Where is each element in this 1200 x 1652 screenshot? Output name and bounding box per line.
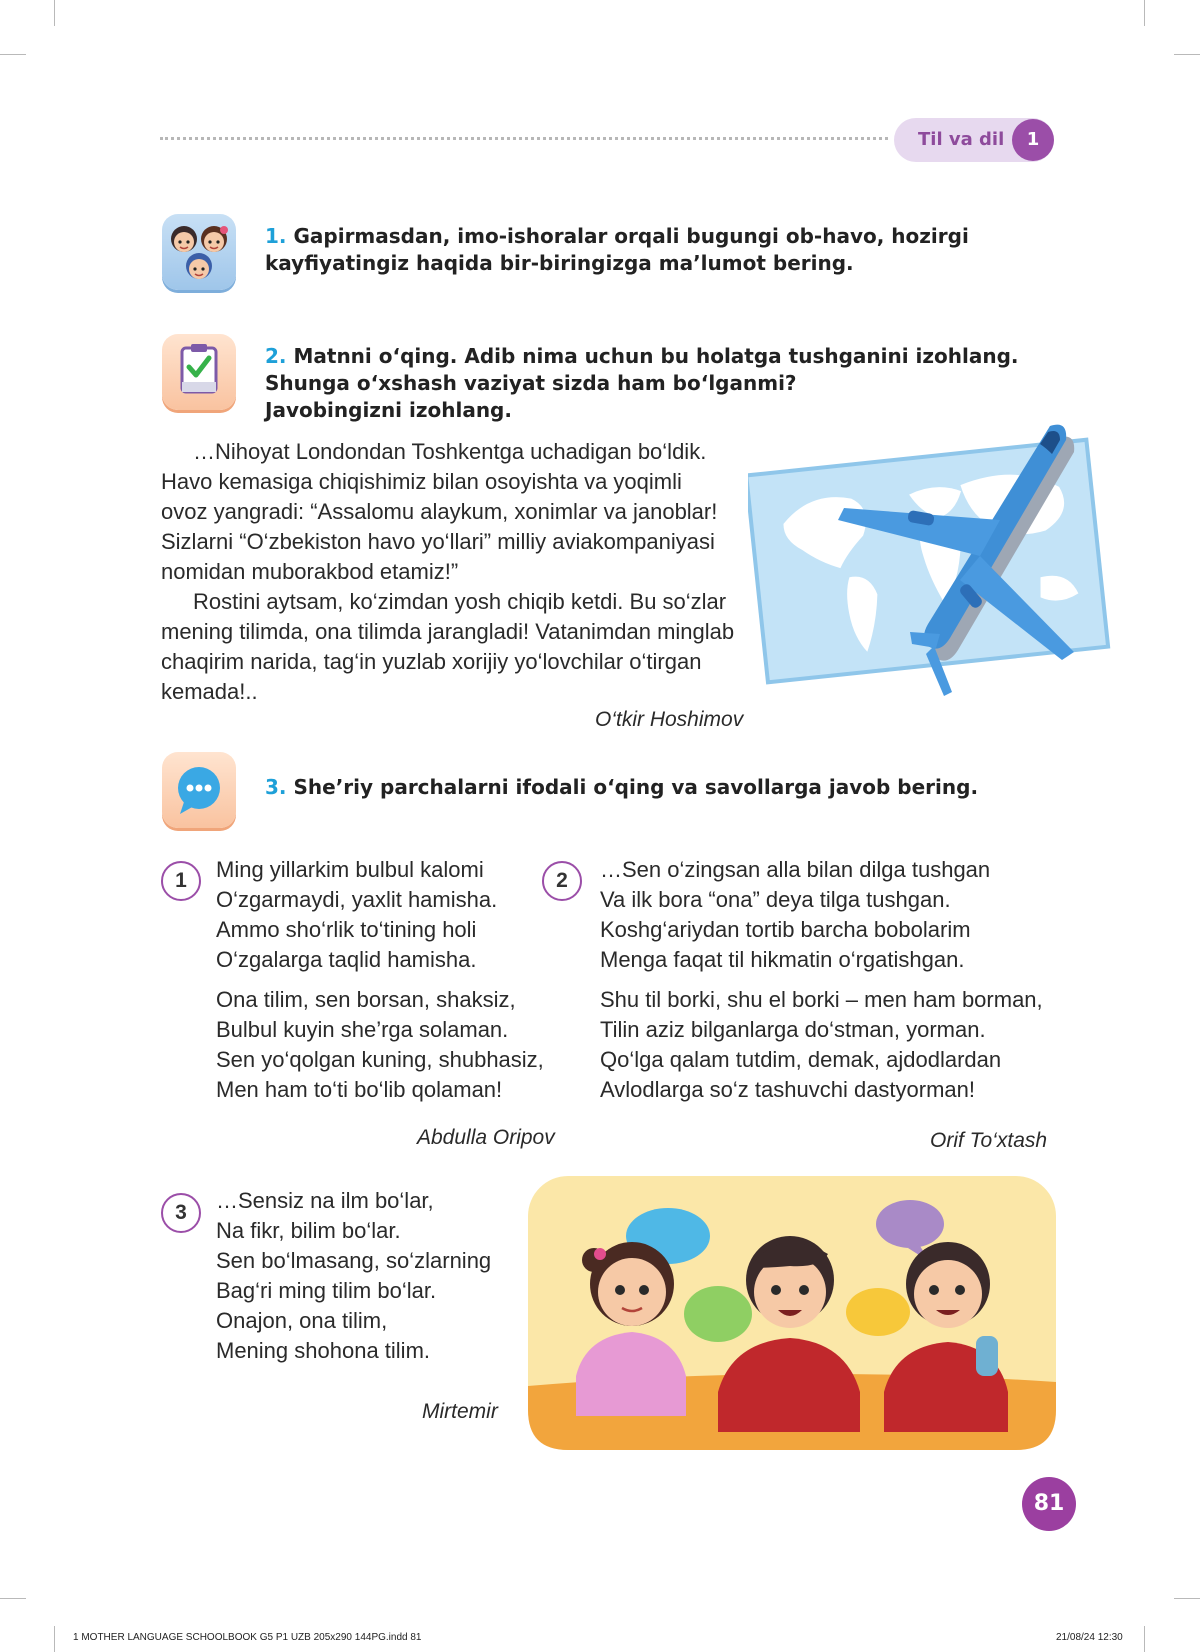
crop-mark [54, 1626, 55, 1652]
crop-mark [1174, 1598, 1200, 1599]
speech-bubble-icon [162, 752, 236, 828]
task-number: 3. [265, 775, 287, 799]
poem-number-badge: 3 [161, 1193, 201, 1233]
excerpt-line: Sizlarni “O‘zbekiston havo yo‘llari” milliy aviakompaniyasi [161, 529, 715, 554]
crop-mark [1144, 0, 1145, 26]
poem-line: Na fikr, bilim bo‘lar. [216, 1218, 401, 1243]
task-text-line: She’riy parchalarni ifodali o‘qing va savollarga javob bering. [293, 775, 979, 799]
crop-mark [54, 0, 55, 26]
excerpt-line: ovoz yangradi: “Assalomu alaykum, xonimlar va janoblar! [161, 499, 718, 524]
poem-line: Avlodlarga so‘z tashuvchi dastyorman! [600, 1077, 976, 1102]
poem-line: O‘zgarmaydi, yaxlit hamisha. [216, 887, 498, 912]
poem-number-badge: 2 [542, 861, 582, 901]
task-text-line: Gapirmasdan, imo-ishoralar orqali bugungi ob-havo, hozirgi [293, 224, 969, 248]
excerpt-line: kemada!.. [161, 679, 258, 704]
poem-line: Ona tilim, sen borsan, shaksiz, [216, 987, 516, 1012]
poem-author: Abdulla Oripov [417, 1126, 555, 1149]
excerpt-line: nomidan muborakbod etamiz!” [161, 559, 459, 584]
poem-2 [600, 855, 1043, 1105]
poem-line: Koshg‘ariydan tortib barcha bobolarim [600, 917, 971, 942]
excerpt-line: Havo kemasiga chiqishimiz bilan osoyishta va yoqimli [161, 469, 682, 494]
poem-line: Va ilk bora “ona” deya tilga tushgan. [600, 887, 951, 912]
page-number: 81 [1022, 1477, 1076, 1531]
children-talking-illustration [528, 1176, 1056, 1450]
poem-line: Sen bo‘lmasang, so‘zlarning [216, 1248, 492, 1273]
task-text-line: Javobingizni izohlang. [265, 398, 512, 422]
poem-line: …Sen o‘zingsan alla bilan dilga tushgan [600, 857, 991, 882]
clipboard-check-icon [162, 334, 236, 410]
poem-line: Menga faqat til hikmatin o‘rgatishgan. [600, 947, 965, 972]
children-faces-icon [162, 214, 236, 290]
world-map-airplane-illustration [748, 420, 1138, 732]
task-number: 1. [265, 224, 287, 248]
task-3 [265, 774, 1085, 801]
crop-mark [0, 54, 26, 55]
poem-line: …Sensiz na ilm bo‘lar, [216, 1188, 434, 1213]
excerpt-line: mening tilimda, ona tilimda jarangladi! Vatanimdan minglab [161, 619, 735, 644]
poem-author: Orif To‘xtash [930, 1129, 1048, 1152]
poem-line: Bag‘ri ming tilim bo‘lar. [216, 1278, 437, 1303]
crop-mark [1144, 1626, 1145, 1652]
print-slug-right: 21/08/24 12:30 [1056, 1632, 1123, 1643]
excerpt-line: …Nihoyat Londondan Toshkentga uchadigan bo‘ldik. [193, 439, 707, 464]
poem-line: Shu til borki, shu el borki – men ham borman, [600, 987, 1043, 1012]
poem-line: Bulbul kuyin she’rga solaman. [216, 1017, 509, 1042]
print-slug-left: 1 MOTHER LANGUAGE SCHOOLBOOK G5 P1 UZB 205x290 144PG.indd 81 [73, 1632, 422, 1643]
poem-line: Onajon, ona tilim, [216, 1308, 388, 1333]
chapter-label: Til va dil [918, 129, 1005, 150]
crop-mark [0, 1598, 26, 1599]
poem-author: Mirtemir [422, 1400, 498, 1423]
poem-line: O‘zgalarga taqlid hamisha. [216, 947, 477, 972]
poem-line: Ming yillarkim bulbul kalomi [216, 857, 484, 882]
excerpt-text [161, 437, 761, 707]
task-text-line: Matnni o‘qing. Adib nima uchun bu holatga tushganini izohlang. [293, 344, 1019, 368]
header-dotted-rule [160, 137, 888, 140]
poem-1 [216, 855, 544, 1105]
poem-3 [216, 1186, 491, 1366]
task-2 [265, 343, 1065, 424]
poem-line: Qo‘lga qalam tutdim, demak, ajdodlardan [600, 1047, 1002, 1072]
excerpt-line: chaqirim narida, tag‘in yuzlab xorijiy yo‘lovchilar o‘tirgan [161, 649, 702, 674]
chapter-number-badge: 1 [1012, 119, 1054, 161]
task-text-line: Shunga o‘xshash vaziyat sizda ham bo‘lganmi? [265, 371, 797, 395]
poem-line: Ammo sho‘rlik to‘tining holi [216, 917, 477, 942]
poem-line: Sen yo‘qolgan kuning, shubhasiz, [216, 1047, 544, 1072]
poem-number-badge: 1 [161, 861, 201, 901]
excerpt-author: O‘tkir Hoshimov [595, 708, 744, 731]
task-1 [265, 223, 1045, 277]
excerpt-line: Rostini aytsam, ko‘zimdan yosh chiqib ketdi. Bu so‘zlar [193, 589, 727, 614]
task-number: 2. [265, 344, 287, 368]
poem-line: Tilin aziz bilganlarga do‘stman, yorman. [600, 1017, 986, 1042]
task-text-line: kayfiyatingiz haqida bir-biringizga ma’lumot bering. [265, 251, 854, 275]
crop-mark [1174, 54, 1200, 55]
poem-line: Men ham to‘ti bo‘lib qolaman! [216, 1077, 503, 1102]
poem-line: Mening shohona tilim. [216, 1338, 431, 1363]
